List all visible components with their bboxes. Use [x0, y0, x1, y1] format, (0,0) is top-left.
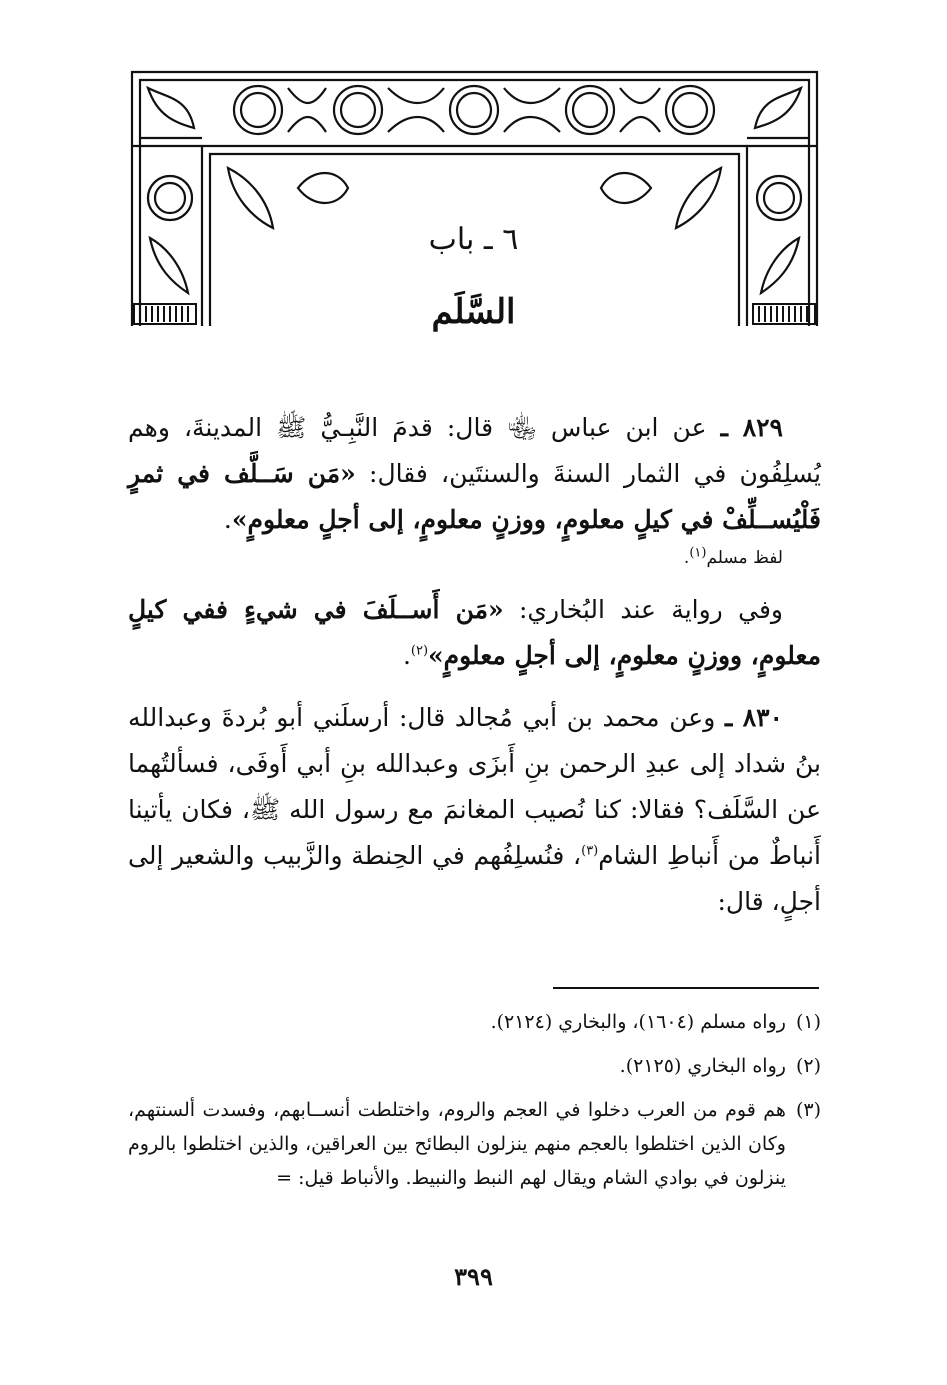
footnote-ref: (٣) [581, 843, 599, 859]
footnote-text: رواه البخاري (٢١٢٥). [619, 1055, 786, 1077]
page-number: ٣٩٩ [454, 1262, 493, 1291]
hadith-829 [128, 405, 821, 543]
variant-quote: «مَن أَســلَفَ في شيءٍ ففي كيلٍ معلومٍ، ووزنٍ معلومٍ، إلى أجلٍ معلومٍ» [128, 595, 821, 670]
hadith-text: وعن محمد بن أبي مُجالد قال: أرسلَني أبو بُردةَ وعبدالله بنُ شداد إلى عبدِ الرحمن بنِ أَبزَى وعبدالله بنِ أبي أَوفَى، فسألتُهما عن السَّلَف؟ فقالا: كنا نُصيب المغانمَ مع رسول الله ﷺ، فكان يأتينا أَنباطٌ من أَنباطِ الشام [128, 703, 821, 870]
punctuation: . [223, 505, 232, 534]
ornamental-frame [128, 68, 821, 330]
footnote-text: رواه مسلم (١٦٠٤)، والبخاري (٢١٢٤). [490, 1011, 786, 1033]
footnote-ref: (١) [689, 545, 707, 561]
bukhari-variant [128, 587, 821, 679]
hadith-quote: «مَن سَــلَّف في ثمرٍ فَلْيُســلِّفْ في كيلٍ معلومٍ، ووزنٍ معلومٍ، إلى أجلٍ معلومٍ» [128, 459, 821, 534]
punctuation: . [402, 641, 411, 670]
chapter-label: ٦ ـ باب [428, 222, 519, 257]
hadith-source-note: لفظ مسلم$^{(١)}$. [683, 545, 783, 568]
footnote-marker: (٢) [795, 1055, 821, 1077]
footnote-marker: (١) [795, 1011, 821, 1033]
footnotes [128, 1005, 821, 1205]
hadith-text-continued: ، فنُسلِفُهم في الحِنطة والزَّبيب والشعير إلى أجلٍ، قال: [128, 841, 821, 916]
variant-intro: وفي رواية عند البُخاري: [503, 595, 784, 624]
chapter-title: السَّلَم [431, 292, 516, 332]
hadith-text: عن ابن عباس ﵄ قال: قدمَ النَّبِـيُّ ﷺ المدينةَ، وهم يُسلِفُون في الثمار السنةَ والسنتَين، فقال: [128, 413, 821, 488]
footnote-text: هم قوم من العرب دخلوا في العجم والروم، واختلطت أنســابهم، وفسدت ألسنتهم، وكان الذين اختلطوا بالعجم منهم ينزلون البطائح بين العراقين، والذين اختلطوا بالروم ينزلون في بوادي الشام ويقال لهم النبط والنبيط. والأنباط قيل: = [128, 1099, 786, 1189]
hadith-830 [128, 695, 821, 925]
footnote-item [128, 1005, 821, 1039]
footnote-marker: (٣) [795, 1099, 821, 1121]
footnote-item [128, 1049, 821, 1083]
source-text: لفظ مسلم [706, 548, 783, 568]
footnote-separator [553, 987, 819, 989]
hadith-number: ٨٣٠ ـ [724, 703, 783, 732]
footnote-ref: (٢) [410, 643, 429, 659]
main-text [128, 405, 821, 925]
hadith-number: ٨٢٩ ـ [720, 413, 783, 442]
footnote-item [128, 1093, 821, 1195]
